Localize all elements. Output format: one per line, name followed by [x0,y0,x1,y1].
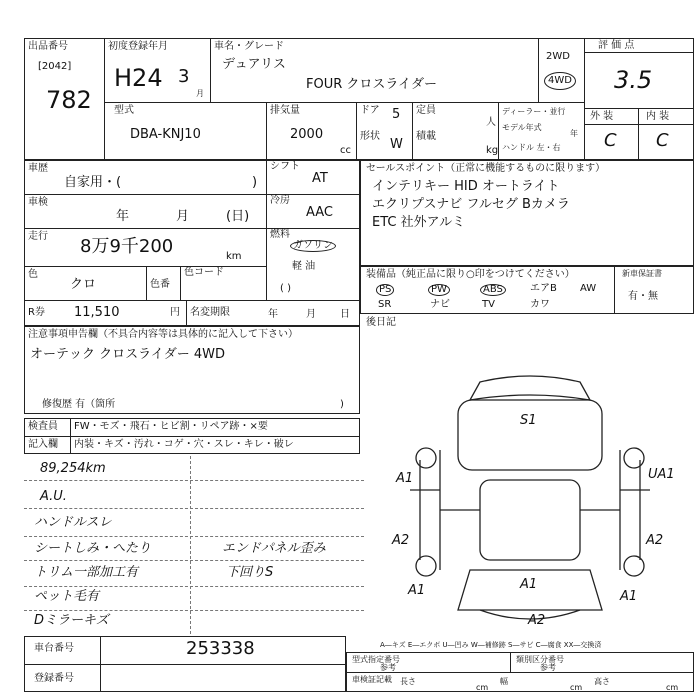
displacement-unit: cc [340,145,351,156]
first-reg-era: H24 [114,64,163,92]
doors-label: ドア [360,105,380,116]
sales-line-3: ETC 社外アルミ [372,215,466,230]
repair-close: ) [340,399,344,410]
int-label: 内 装 [646,111,670,122]
equip-sr: SR [378,299,392,310]
ac-value: AAC [306,205,333,220]
header-frame [24,38,694,160]
len-label: 長さ [400,677,416,686]
ext-label: 外 装 [590,111,614,122]
score-label: 評 価 点 [598,40,635,51]
notes-text: オーテック クロスライダー 4WD [30,347,226,362]
mileage-value: 8万9千200 [80,236,174,257]
history-value: 自家用・( [64,175,122,190]
expiry-month: 月 [306,309,316,320]
type-label: 型式 [114,105,134,116]
shape-value: W [390,137,403,152]
history-label: 車歴 [28,163,48,174]
width-cm: cm [570,683,583,692]
shift-value: AT [312,171,328,186]
equip-leather: カワ [530,299,550,310]
fuel-label: 燃料 [270,229,290,240]
sales-line-1: インテリキー HID オートライト [372,179,560,194]
len-cm: cm [476,683,489,692]
equipment-label: 装備品（純正品に限り○印をつけてください） [366,269,575,280]
expiry-day: 日 [340,309,350,320]
first-reg-label: 初度登録年月 [108,41,168,52]
first-reg-month-unit: 月 [196,89,204,98]
inspector-label-1: 検査員 [28,421,58,432]
fuel-value: ガソリン [290,240,336,252]
year-unit: 年 [570,129,578,138]
remark-right-1: エンドパネル歪み [222,541,326,556]
recycle-value: 11,510 [74,305,120,320]
load-label: 積載 [416,131,436,142]
damage-a1-rear-c: A1 [520,577,538,592]
model-grade: FOUR クロスライダー [306,77,438,92]
inspection-month: 月 [176,209,190,224]
inspector-row-1: FW・モズ・飛石・ヒビ割・リペア跡・×要 [74,421,268,432]
repair-label: 修復歴 有（箇所 [42,399,116,410]
inspector-label-2: 記入欄 [28,439,58,450]
mileage-unit: km [226,251,242,262]
damage-a1-rear-l: A1 [408,583,426,598]
sales-line-2: エクリプスナビ フルセグ Bカメラ [372,197,570,212]
drive-4wd: 4WD [544,72,576,90]
lot-label: 出品番号 [28,41,68,52]
color-code-label: 色番 [150,279,170,290]
lot-number: 782 [46,86,92,114]
equip-ps: PS [376,284,394,296]
type-value: DBA-KNJ10 [130,127,201,142]
warranty-value: 有・無 [628,291,658,302]
remark-6: ペット毛有 [34,589,100,604]
remark-5: トリム一部加工有 [34,565,139,580]
shape-label: 形状 [360,131,380,142]
model-name: デュアリス [222,57,286,72]
chassis-value: 253338 [186,638,255,659]
inspector-row-2: 内装・キズ・汚れ・コゲ・穴・スレ・キレ・破レ [74,439,294,450]
remark-7: Dミラーキズ [34,613,109,628]
color-label: 色 [28,269,38,280]
fuel-paren: ( ) [280,283,291,294]
warranty-label: 新車保証書 [622,269,662,278]
spec-ref: 参考 [380,663,396,672]
recycle-unit: 円 [170,307,180,318]
lot-code: [2042] [38,61,72,72]
remark-1: 89,254km [40,461,106,476]
remark-3: ハンドルスレ [34,515,112,530]
drive-2wd: 2WD [546,51,570,62]
equip-navi: ナビ [430,299,450,310]
damage-legend: A―キズ E―エクボ U―凹み W―補修跡 S―サビ C―腐食 XX―交換済 [380,641,602,649]
shift-label: シフト [270,161,300,172]
category-ref: 参考 [540,663,556,672]
spec-label: 型式指定番号 [352,655,400,664]
width-label: 幅 [500,677,508,686]
expiry-label: 名変期限 [190,307,230,318]
equip-airbag: エアB [530,283,557,294]
notes-label: 注意事項申告欄（不具合内容等は具体的に記入して下さい） [28,329,298,340]
capacity-label: 定員 [416,105,436,116]
color-code-label-2: 色コード [184,267,224,278]
displacement-label: 排気量 [270,105,300,116]
load-unit: kg [486,145,499,156]
model-year-label: モデル年式 [502,123,542,132]
dealer-label: ディーラー・並行 [502,107,566,116]
damage-s1: S1 [520,413,537,428]
int-grade: C [656,130,669,151]
mileage-label: 走行 [28,231,48,242]
inspection-label: 車検 [28,197,48,208]
damage-a1-rear-r: A1 [620,589,638,604]
ext-grade: C [604,130,617,151]
height-cm: cm [666,683,679,692]
category-label: 類別区分番号 [516,655,564,664]
expiry-year: 年 [268,309,278,320]
sales-points [360,160,694,266]
color-value: クロ [70,277,97,292]
capacity-unit: 人 [486,117,496,128]
chassis-label: 車台番号 [34,643,74,654]
handle-label: ハンドル 左・右 [502,143,561,152]
remark-right-2: 下回りS [226,565,274,580]
damage-a1-left: A1 [396,471,414,486]
damage-ua1: UA1 [648,467,675,482]
height-label: 高さ [594,677,610,686]
score-value: 3.5 [614,66,653,94]
model-label: 車名・グレード [214,41,284,52]
first-reg-month: 3 [178,66,190,87]
history-close: ) [252,175,258,190]
reg-label: 登録番号 [34,673,74,684]
remark-2: A.U. [40,489,67,504]
damage-a2-left: A2 [392,533,410,548]
equip-tv: TV [482,299,495,310]
inspection-year: 年 [116,209,130,224]
after-note-label: 後日記 [366,317,396,328]
equip-aw: AW [580,283,597,294]
inspection-day: (日) [226,209,250,224]
displacement-value: 2000 [290,127,324,142]
equip-pw: PW [428,284,450,296]
size-label: 車検証記載 [352,675,392,684]
damage-a2-bottom: A2 [528,613,546,628]
fuel-alt: 軽 油 [292,261,316,272]
ac-label: 冷房 [270,195,290,206]
recycle-label: R券 [28,307,45,318]
doors-value: 5 [392,107,401,122]
damage-a2-right: A2 [646,533,664,548]
sales-points-label: セールスポイント（正常に機能するものに限ります） [366,163,606,174]
remark-4: シートしみ・へたり [34,541,152,556]
equip-abs: ABS [480,284,506,296]
